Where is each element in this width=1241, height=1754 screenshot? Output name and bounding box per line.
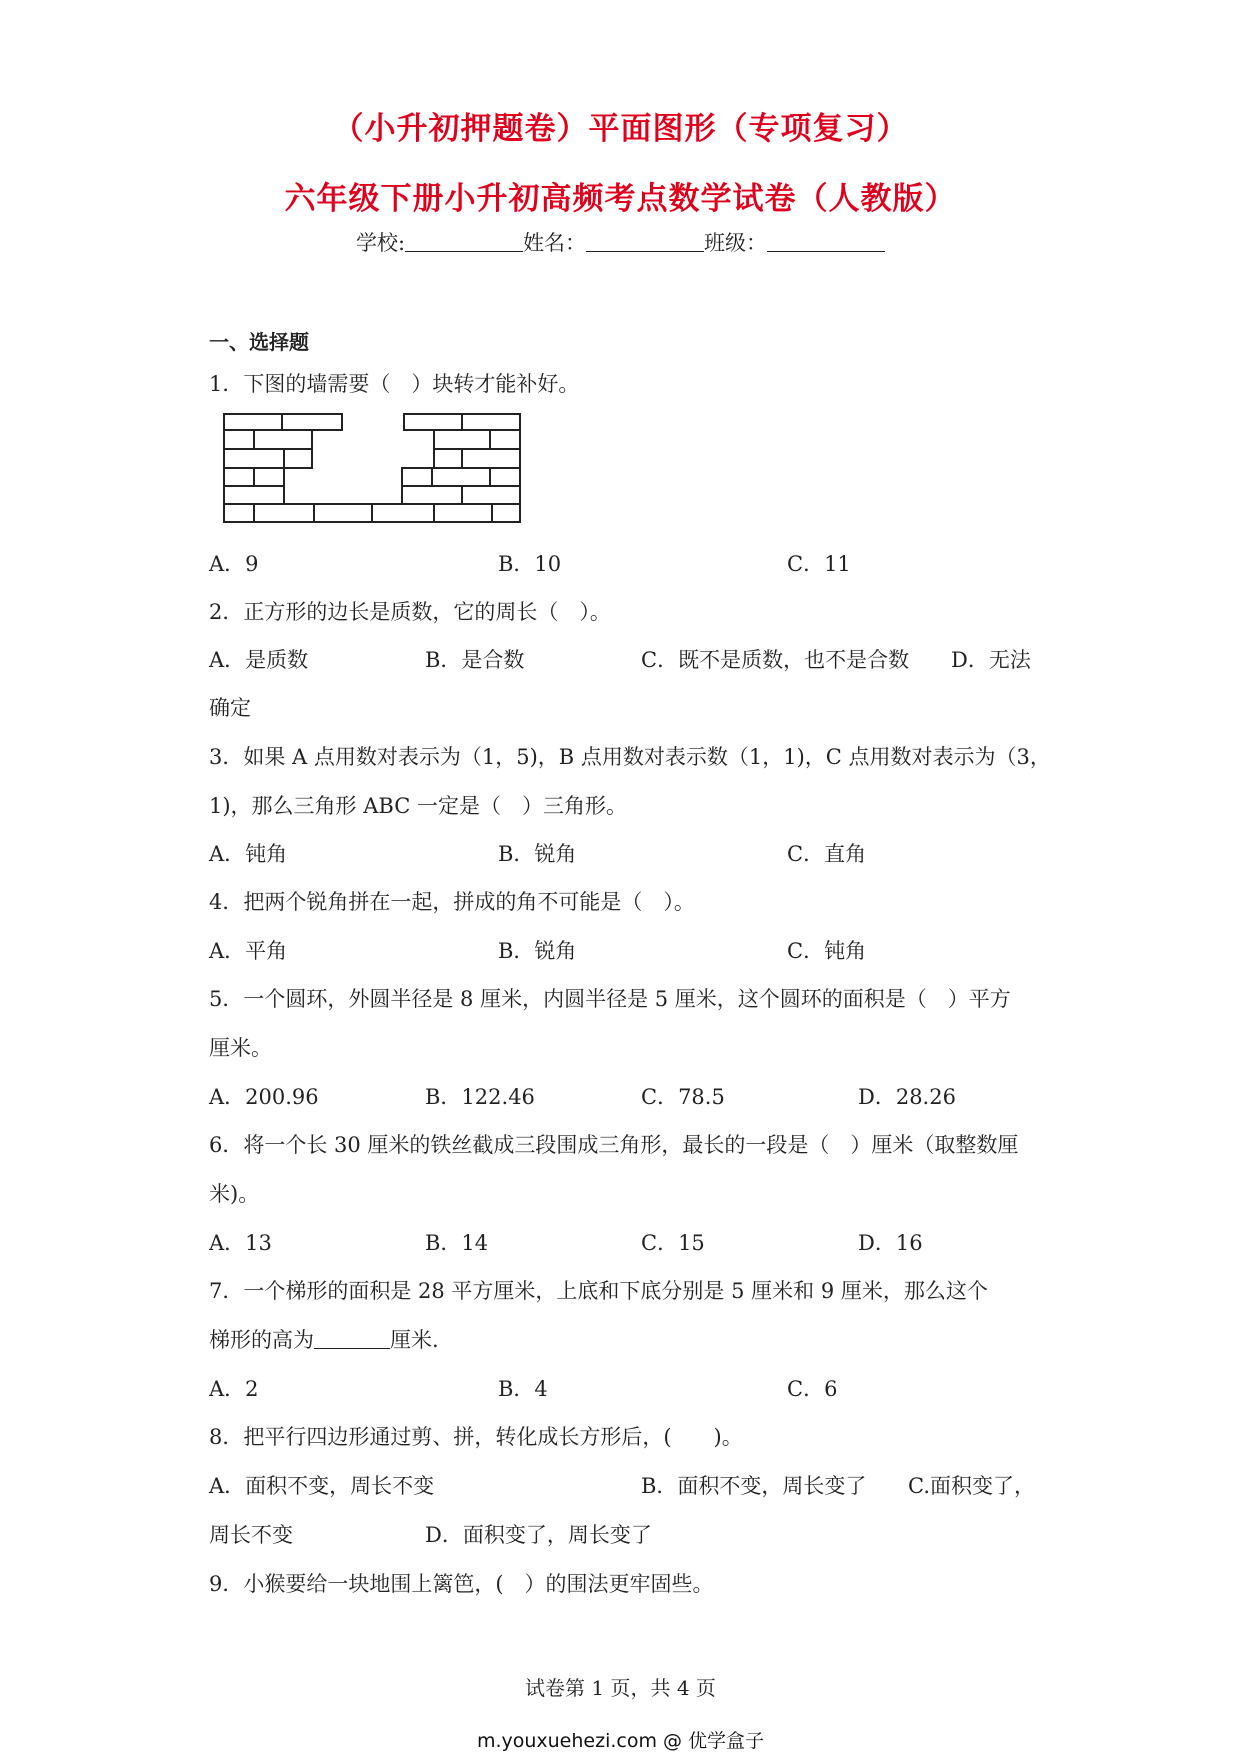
q2-option-d[interactable]: D．无法	[951, 648, 1031, 672]
question-2: 2．正方形的边长是质数，它的周长（ ）。	[209, 600, 611, 624]
site-watermark[interactable]: m.youxuehezi.com @ 优学盒子	[476, 1730, 765, 1752]
question-8: 8．把平行四边形通过剪、拼，转化成长方形后，( )。	[209, 1425, 743, 1449]
question-6-cont: 米)。	[209, 1182, 260, 1206]
class-label: 班级：	[704, 231, 768, 255]
title-line-2: 六年级下册小升初高频考点数学试卷（人教版）	[284, 181, 957, 217]
q8-option-a[interactable]: A．面积不变，周长不变	[209, 1474, 435, 1498]
question-6: 6．将一个长 30 厘米的铁丝截成三段围成三角形，最长的一段是（ ）厘米（取整数厘	[209, 1133, 1019, 1157]
q7-text-a: 梯形的高为	[209, 1328, 314, 1352]
q6-option-b[interactable]: B．14	[425, 1231, 489, 1255]
q1-option-b[interactable]: B．10	[498, 552, 562, 576]
brick-wall-figure	[222, 412, 522, 524]
q8-option-d[interactable]: D．面积变了，周长变了	[425, 1523, 652, 1547]
title-line-1: （小升初押题卷）平面图形（专项复习）	[332, 111, 909, 147]
q5-option-a[interactable]: A．200.96	[209, 1085, 319, 1109]
q7-option-a[interactable]: A．2	[209, 1377, 259, 1401]
q2-option-b[interactable]: B．是合数	[425, 648, 525, 672]
question-7: 7．一个梯形的面积是 28 平方厘米，上底和下底分别是 5 厘米和 9 厘米，那么这个	[209, 1279, 988, 1303]
q2-option-a[interactable]: A．是质数	[209, 648, 309, 672]
q8-option-c-cont: 周长不变	[209, 1523, 293, 1547]
q6-option-c[interactable]: C．15	[641, 1231, 705, 1255]
question-1: 1．下图的墙需要（ ）块转才能补好。	[209, 372, 580, 396]
q4-option-a[interactable]: A．平角	[209, 939, 288, 963]
q2-option-c[interactable]: C．既不是质数，也不是合数	[641, 648, 910, 672]
class-blank[interactable]	[767, 231, 885, 252]
q8-option-c[interactable]: C.面积变了，	[908, 1474, 1035, 1498]
question-7-cont	[209, 1324, 439, 1354]
school-blank[interactable]	[405, 231, 523, 252]
question-3: 3．如果 A 点用数对表示为（1，5)，B 点用数对表示数（1，1)，C 点用数对表示为（3，	[209, 745, 1051, 769]
page-footer: 试卷第 1 页，共 4 页	[525, 1676, 716, 1700]
q3-option-b[interactable]: B．锐角	[498, 842, 577, 866]
q8-option-b[interactable]: B．面积不变，周长变了	[641, 1474, 867, 1498]
q7-option-b[interactable]: B．4	[498, 1377, 548, 1401]
question-3-cont: 1)，那么三角形 ABC 一定是（ ）三角形。	[209, 794, 627, 818]
q4-option-c[interactable]: C．钝角	[787, 939, 867, 963]
question-5-cont: 厘米。	[209, 1036, 272, 1060]
q7-option-c[interactable]: C．6	[787, 1377, 838, 1401]
section-heading: 一、选择题	[209, 330, 309, 354]
q7-text-b: 厘米.	[390, 1328, 439, 1352]
q5-option-d[interactable]: D．28.26	[858, 1085, 956, 1109]
q5-option-c[interactable]: C．78.5	[641, 1085, 725, 1109]
q6-option-d[interactable]: D．16	[858, 1231, 923, 1255]
school-label: 学校:	[355, 231, 406, 255]
q1-option-a[interactable]: A．9	[209, 552, 259, 576]
q1-option-c[interactable]: C．11	[787, 552, 851, 576]
question-9: 9．小猴要给一块地围上篱笆，( ）的围法更牢固些。	[209, 1572, 714, 1596]
q6-option-a[interactable]: A．13	[209, 1231, 272, 1255]
q2-option-d-cont: 确定	[209, 696, 251, 720]
q3-option-a[interactable]: A．钝角	[209, 842, 288, 866]
q5-option-b[interactable]: B．122.46	[425, 1085, 535, 1109]
name-label: 姓名：	[523, 231, 587, 255]
q4-option-b[interactable]: B．锐角	[498, 939, 577, 963]
question-5: 5．一个圆环，外圆半径是 8 厘米，内圆半径是 5 厘米，这个圆环的面积是（ ）平方	[209, 987, 1011, 1011]
student-info	[0, 227, 1241, 257]
q7-answer-blank[interactable]	[314, 1328, 390, 1349]
question-4: 4．把两个锐角拼在一起，拼成的角不可能是（ ）。	[209, 890, 695, 914]
name-blank[interactable]	[586, 231, 704, 252]
q3-option-c[interactable]: C．直角	[787, 842, 867, 866]
